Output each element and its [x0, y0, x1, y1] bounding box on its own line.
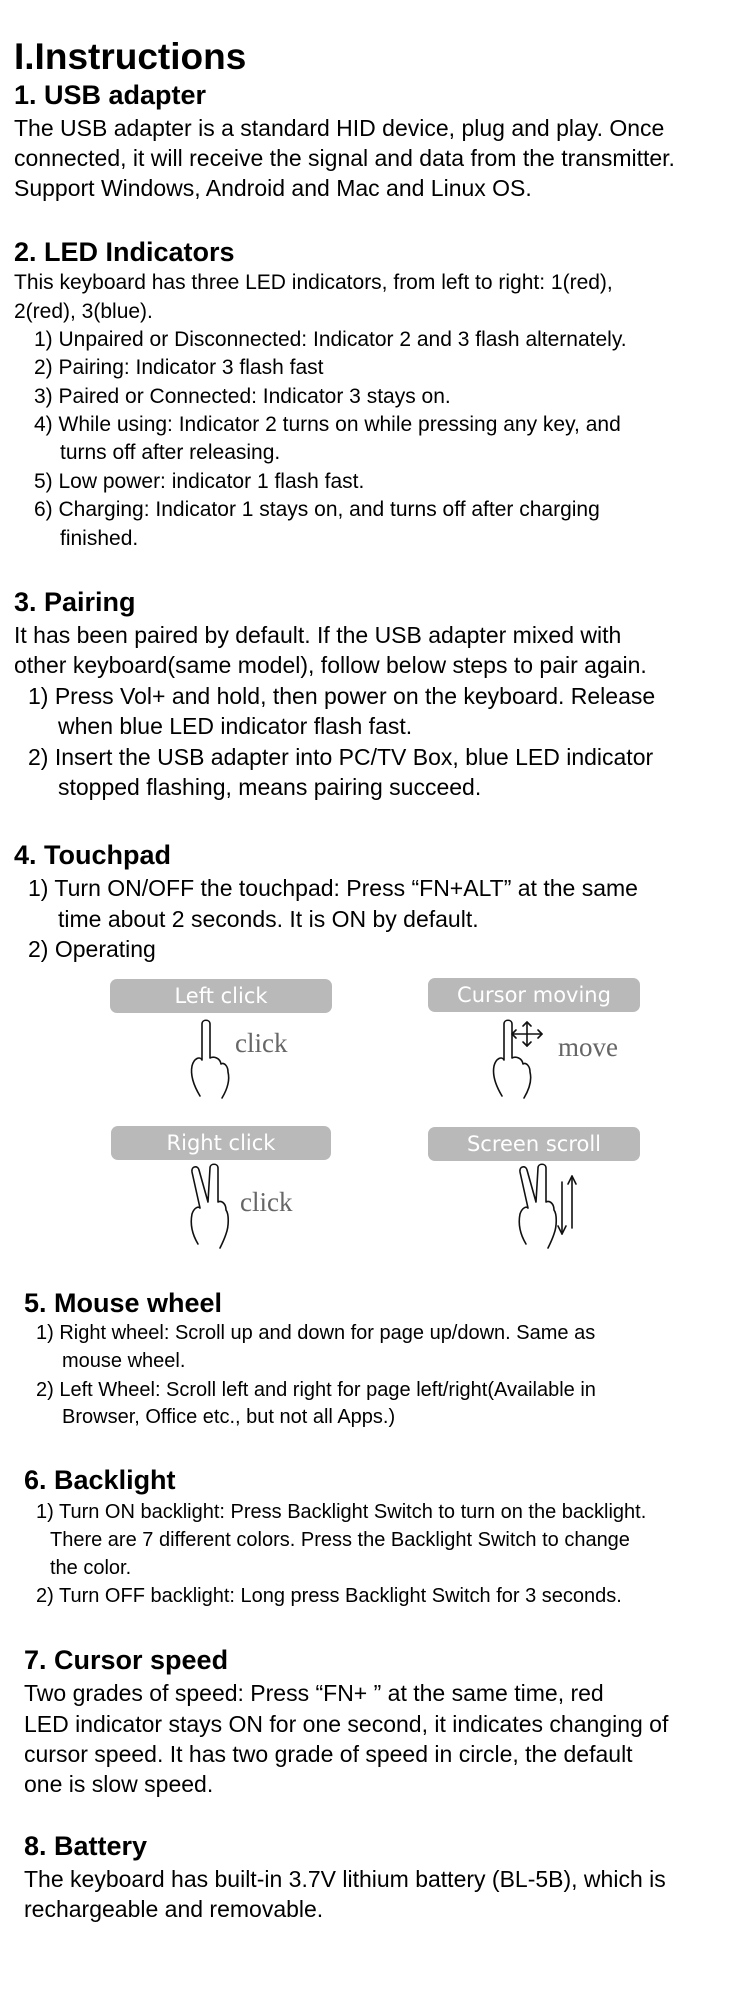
section-heading: 2. LED Indicators: [14, 237, 235, 267]
paragraph-line: The keyboard has built-in 3.7V lithium battery (BL-5B), which is: [24, 1866, 666, 1892]
paragraph-line: This keyboard has three LED indicators, from left to right: 1(red),: [14, 271, 613, 294]
paragraph-line: LED indicator stays ON for one second, it indicates changing of: [24, 1711, 669, 1737]
list-item: 2) Operating: [28, 936, 156, 962]
list-item: 4) While using: Indicator 2 turns on while pressing any key, and: [34, 413, 621, 436]
list-item: 1) Turn ON/OFF the touchpad: Press “FN+ALT” at the same: [28, 875, 638, 901]
paragraph-line: 2(red), 3(blue).: [14, 300, 153, 323]
paragraph-line: other keyboard(same model), follow below steps to pair again.: [14, 652, 647, 678]
gesture-word-move: move: [558, 1032, 618, 1062]
list-item: 1) Turn ON backlight: Press Backlight Switch to turn on the backlight.: [36, 1501, 647, 1523]
list-item-continuation: finished.: [60, 527, 139, 550]
gesture-word-click: click: [235, 1028, 288, 1058]
section-heading: 7. Cursor speed: [24, 1645, 229, 1675]
list-item-continuation: There are 7 different colors. Press the Backlight Switch to change: [50, 1529, 630, 1551]
list-item-continuation: Browser, Office etc., but not all Apps.): [62, 1406, 396, 1428]
list-item: 1) Press Vol+ and hold, then power on the keyboard. Release: [28, 683, 656, 709]
list-item-continuation: mouse wheel.: [62, 1350, 186, 1372]
list-item-continuation: when blue LED indicator flash fast.: [58, 713, 413, 739]
list-item-continuation: turns off after releasing.: [60, 441, 281, 464]
paragraph-line: connected, it will receive the signal and data from the transmitter.: [14, 145, 675, 171]
two-finger-hand-icon: [186, 1162, 246, 1252]
section-heading: 1. USB adapter: [14, 80, 207, 110]
list-item: 6) Charging: Indicator 1 stays on, and turns off after charging: [34, 498, 600, 521]
paragraph-line: cursor speed. It has two grade of speed in circle, the default: [24, 1741, 633, 1767]
list-item: 1) Unpaired or Disconnected: Indicator 2 and 3 flash alternately.: [34, 328, 627, 351]
paragraph-line: It has been paired by default. If the USB adapter mixed with: [14, 622, 622, 648]
scroll-hand-icon: [514, 1162, 584, 1252]
cursor-move-hand-icon: [490, 1018, 560, 1103]
list-item-continuation: the color.: [50, 1557, 132, 1579]
section-heading: 6. Backlight: [24, 1465, 176, 1495]
paragraph-line: rechargeable and removable.: [24, 1896, 324, 1922]
paragraph-line: Two grades of speed: Press “FN+ ” at the same time, red: [24, 1680, 604, 1706]
gesture-label-right-click: Right click: [111, 1126, 331, 1160]
list-item: 3) Paired or Connected: Indicator 3 stays on.: [34, 385, 451, 408]
paragraph-line: one is slow speed.: [24, 1771, 214, 1797]
page-title: I.Instructions: [14, 36, 247, 77]
paragraph-line: Support Windows, Android and Mac and Linux OS.: [14, 175, 532, 201]
list-item: 2) Left Wheel: Scroll left and right for page left/right(Available in: [36, 1379, 596, 1401]
list-item: 5) Low power: indicator 1 flash fast.: [34, 470, 365, 493]
gesture-label-screen-scroll: Screen scroll: [428, 1127, 640, 1161]
list-item-continuation: time about 2 seconds. It is ON by default.: [58, 906, 479, 932]
section-heading: 3. Pairing: [14, 587, 136, 617]
list-item: 2) Insert the USB adapter into PC/TV Box, blue LED indicator: [28, 744, 654, 770]
section-heading: 5. Mouse wheel: [24, 1288, 223, 1318]
list-item: 2) Turn OFF backlight: Long press Backlight Switch for 3 seconds.: [36, 1585, 622, 1607]
paragraph-line: The USB adapter is a standard HID device, plug and play. Once: [14, 115, 665, 141]
list-item-continuation: stopped flashing, means pairing succeed.: [58, 774, 482, 800]
gesture-label-cursor-moving: Cursor moving: [428, 978, 640, 1012]
section-heading: 4. Touchpad: [14, 840, 172, 870]
section-heading: 8. Battery: [24, 1831, 148, 1861]
list-item: 1) Right wheel: Scroll up and down for page up/down. Same as: [36, 1322, 596, 1344]
list-item: 2) Pairing: Indicator 3 flash fast: [34, 356, 324, 379]
gesture-word-click: click: [240, 1187, 293, 1217]
gesture-label-left-click: Left click: [110, 979, 332, 1013]
